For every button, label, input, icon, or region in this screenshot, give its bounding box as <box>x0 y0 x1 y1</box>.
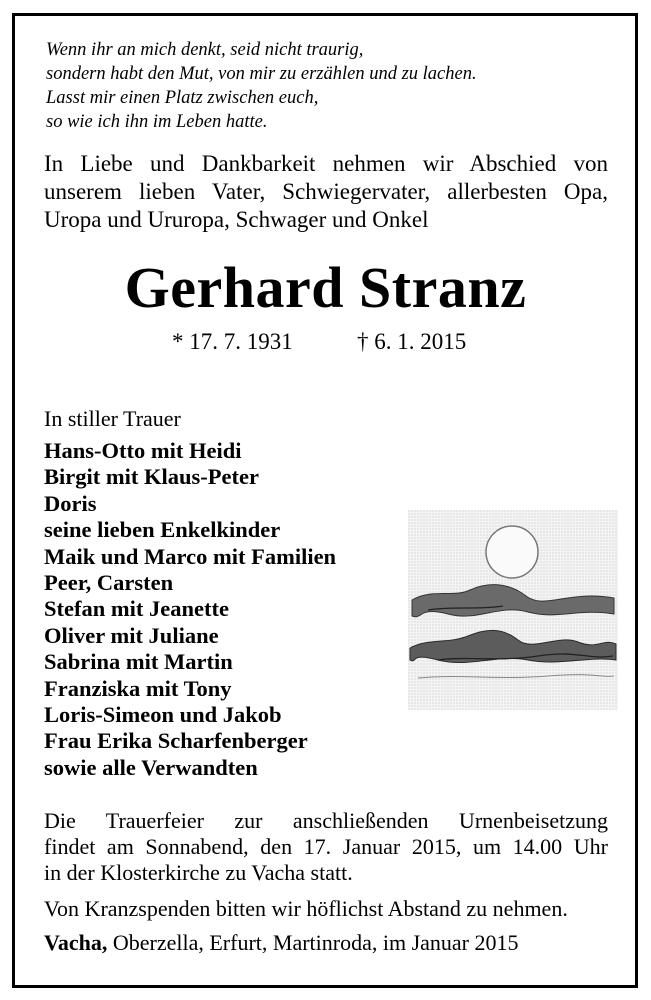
poem-line: sondern habt den Mut, von mir zu erzählen und zu lachen. <box>46 64 477 84</box>
death-date: † 6. 1. 2015 <box>357 329 467 354</box>
mourner-name: Oliver mit Juliane <box>44 622 219 648</box>
flowers-note: Von Kranzspenden bitten wir höflichst Abstand zu nehmen. <box>44 896 568 921</box>
funeral-service-text <box>44 808 608 886</box>
poem <box>46 38 477 134</box>
sun-over-hills-sketch-icon <box>408 510 618 710</box>
mourner-name: Peer, Carsten <box>44 570 174 596</box>
service-line: in der Klosterkirche zu Vacha statt. <box>44 860 353 885</box>
mourner-name: Stefan mit Jeanette <box>44 596 229 622</box>
mourning-heading: In stiller Trauer <box>44 406 181 431</box>
poem-line: so wie ich ihn im Leben hatte. <box>46 112 268 132</box>
places-first: Vacha, <box>44 930 108 955</box>
intro-text <box>44 150 608 234</box>
deceased-name: Gerhard Stranz <box>124 255 527 320</box>
birth-date: * 17. 7. 1931 <box>172 329 293 354</box>
poem-line: Lasst mir einen Platz zwischen euch, <box>46 88 319 108</box>
mourner-name: Doris <box>44 490 97 516</box>
mourner-name: Sabrina mit Martin <box>44 649 233 675</box>
service-line: Die Trauerfeier zur anschließenden Urnenbeisetzung <box>44 808 608 833</box>
mourner-name: Birgit mit Klaus-Peter <box>44 464 259 490</box>
mourner-name: Frau Erika Scharfenberger <box>44 728 308 754</box>
mourner-name: Hans-Otto mit Heidi <box>44 438 242 463</box>
mourner-list <box>44 438 336 781</box>
mourner-name: seine lieben Enkelkinder <box>44 517 281 543</box>
intro-line: unserem lieben Vater, Schwiegervater, allerbesten Opa, <box>44 179 608 204</box>
sun-shape <box>486 526 538 578</box>
places-line <box>44 930 519 956</box>
intro-line: Uropa und Ururopa, Schwager und Onkel <box>44 207 429 232</box>
mourner-name: sowie alle Verwandten <box>44 754 258 780</box>
intro-line: In Liebe und Dankbarkeit nehmen wir Abschied von <box>44 151 608 176</box>
mourner-name: Maik und Marco mit Familien <box>44 543 337 569</box>
places-rest: Oberzella, Erfurt, Martinroda, im Januar 2015 <box>112 930 519 955</box>
service-line: findet am Sonnabend, den 17. Januar 2015, um 14.00 Uhr <box>44 834 608 859</box>
mourner-name: Franziska mit Tony <box>44 675 232 701</box>
poem-line: Wenn ihr an mich denkt, seid nicht traurig, <box>46 40 364 60</box>
mourner-name: Loris-Simeon und Jakob <box>44 702 282 728</box>
